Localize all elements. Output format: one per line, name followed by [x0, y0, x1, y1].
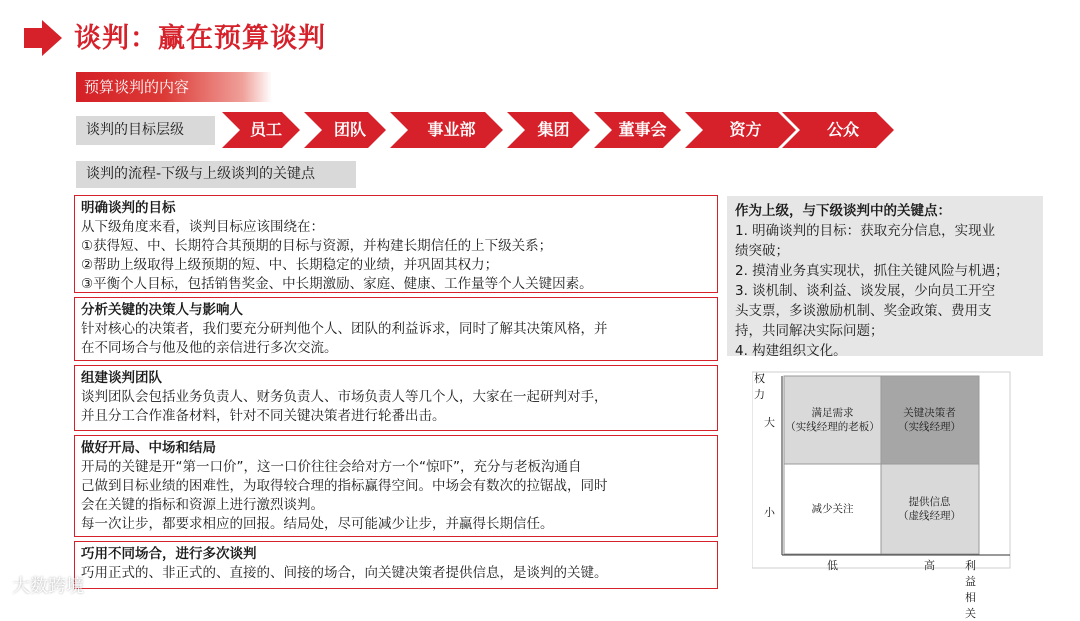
- watermark: 大数跨境: [12, 576, 84, 597]
- matrix-x-high: 高: [924, 559, 935, 572]
- superior-keypoint-line: 持，共同解决实际问题；: [735, 323, 884, 339]
- keypoint-heading: 巧用不同场合，进行多次谈判: [81, 546, 257, 562]
- superior-keypoint-line: 头支票，多谈激励机制、奖金政策、费用支: [735, 303, 992, 319]
- matrix-cell-title: 关键决策者: [903, 407, 956, 419]
- keypoint-heading: 做好开局、中场和结局: [81, 440, 216, 456]
- keypoint-line: 会在关键的指标和资源上进行激烈谈判。: [81, 497, 324, 513]
- keypoint-box-phases: [74, 435, 718, 537]
- keypoint-line: 谈判团队会包括业务负责人、财务负责人、市场负责人等几个人，大家在一起研判对手，: [81, 389, 608, 405]
- keypoint-line: ②帮助上级取得上级预期的短、中、长期稳定的业绩，并巩固其权力；: [81, 257, 499, 273]
- matrix-cell-title: 满足需求: [811, 407, 854, 419]
- matrix-cell-key-decision-maker: [881, 376, 978, 464]
- goal-level-team: 团队: [333, 120, 366, 139]
- keypoint-line: 并且分工合作准备材料，针对不同关键决策者进行轮番出击。: [81, 408, 446, 424]
- keypoint-box-team: [74, 365, 718, 431]
- matrix-cell-subtitle: （虚线经理）: [898, 510, 961, 522]
- flow-label: 谈判的流程-下级与上级谈判的关键点: [76, 161, 356, 188]
- matrix-cell-subtitle: （实线经理的老板）: [785, 421, 880, 433]
- matrix-cell-keep-informed: [881, 464, 978, 554]
- goal-level-investors: 资方: [729, 120, 762, 139]
- matrix-x-low: 低: [827, 559, 838, 572]
- superior-keypoints-heading: 作为上级，与下级谈判中的关键点：: [735, 203, 951, 219]
- superior-keypoint-line: 3. 谈机制、谈利益、谈发展，少向员工开空: [735, 283, 996, 299]
- goal-level-group: 集团: [537, 120, 570, 139]
- matrix-cell-title: 提供信息: [908, 496, 951, 508]
- keypoint-box-occasions: [74, 541, 718, 589]
- superior-keypoint-line: 绩突破；: [735, 243, 789, 259]
- matrix-cell-title: 减少关注: [811, 503, 854, 515]
- goal-level-employee: 员工: [249, 120, 282, 139]
- goal-level-board: 董事会: [618, 120, 667, 139]
- keypoint-line: 己做到目标业绩的困难性，为取得较合理的指标赢得空间。中场会有数次的拉锯战，同时: [81, 478, 608, 494]
- keypoint-line: 每一次让步，都要求相应的回报。结局处，尽可能减少让步，并赢得长期信任。: [81, 516, 554, 532]
- keypoint-line: 开局的关键是开“第一口价”，这一口价往往会给对方一个“惊吓”，充分与老板沟通自: [81, 459, 582, 475]
- keypoint-line: 针对核心的决策者，我们要充分研判他个人、团队的利益诉求，同时了解其决策风格，并: [81, 321, 608, 337]
- keypoint-line: 从下级角度来看，谈判目标应该围绕在：: [81, 219, 324, 235]
- superior-keypoints-panel: [727, 196, 1043, 359]
- matrix-cell-subtitle: （实线经理）: [898, 421, 961, 433]
- matrix-y-high: 大: [764, 416, 775, 429]
- matrix-x-axis-label: 利益相关: [965, 559, 976, 620]
- keypoint-line: 巧用正式的、非正式的、直接的、间接的场合，向关键决策者提供信息，是谈判的关键。: [81, 565, 608, 581]
- goal-levels-label: 谈判的目标层级: [76, 116, 215, 145]
- matrix-y-low: 小: [764, 506, 775, 519]
- matrix-cell-monitor: [784, 464, 881, 554]
- keypoint-heading: 分析关键的决策人与影响人: [81, 302, 243, 318]
- goal-level-public: 公众: [826, 120, 859, 139]
- matrix-cell-keep-satisfied: [784, 376, 881, 464]
- goal-level-division: 事业部: [427, 120, 476, 139]
- keypoint-box-goal: [74, 195, 718, 293]
- keypoint-line: ①获得短、中、长期符合其预期的目标与资源，并构建长期信任的上下级关系；: [81, 238, 553, 254]
- page-title: 谈判：赢在预算谈判: [74, 23, 326, 54]
- keypoint-heading: 明确谈判的目标: [81, 200, 176, 216]
- keypoint-box-decision-maker: [74, 297, 718, 361]
- matrix-y-axis-label: 权力: [754, 372, 765, 401]
- superior-keypoint-line: 2. 摸清业务真实现状，抓住关键风险与机遇；: [735, 263, 1009, 279]
- section-banner: 预算谈判的内容: [76, 72, 272, 102]
- keypoint-heading: 组建谈判团队: [81, 370, 162, 386]
- keypoint-line: ③平衡个人目标，包括销售奖金、中长期激励、家庭、健康、工作量等个人关键因素。: [81, 276, 593, 292]
- superior-keypoint-line: 4. 构建组织文化。: [735, 343, 847, 359]
- keypoint-line: 在不同场合与他及他的亲信进行多次交流。: [81, 340, 338, 356]
- superior-keypoint-line: 1. 明确谈判的目标：获取充分信息，实现业: [735, 223, 996, 239]
